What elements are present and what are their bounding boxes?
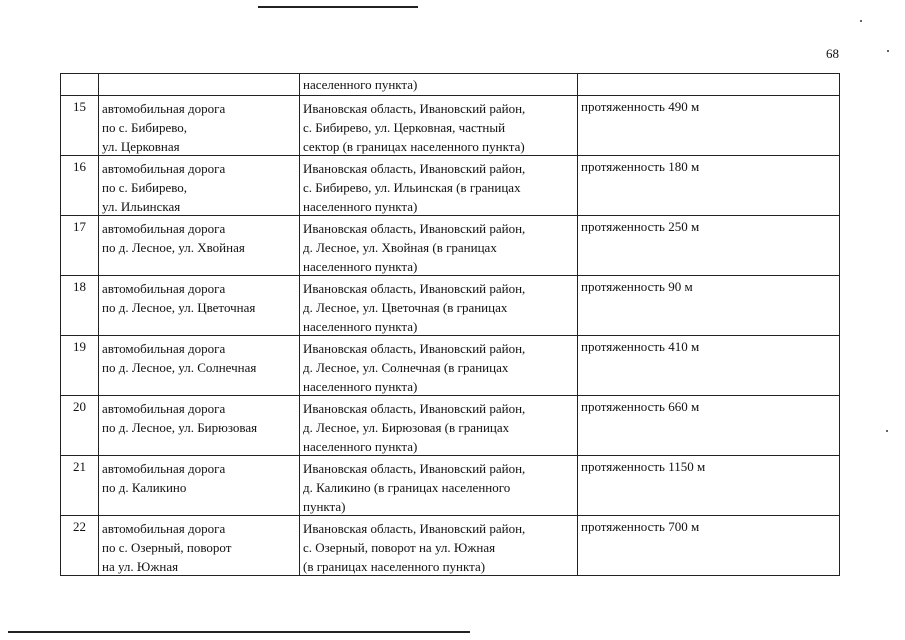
road-length: протяженность 1150 м xyxy=(581,459,706,474)
road-name xyxy=(102,396,299,436)
cell-name xyxy=(99,276,300,336)
cell-name xyxy=(99,516,300,576)
road-name xyxy=(102,336,299,376)
cell-characteristic xyxy=(578,156,840,216)
cell-name xyxy=(99,336,300,396)
location-line: д. Лесное, ул. Бирюзовая (в границах xyxy=(303,420,510,435)
table-row xyxy=(61,156,840,216)
road-name-line: автомобильная дорога xyxy=(102,401,226,416)
continuation-row xyxy=(61,74,840,96)
cell-location xyxy=(300,156,578,216)
road-name-line: по д. Лесное, ул. Цветочная xyxy=(102,300,256,315)
location-line: пункта) xyxy=(303,499,346,514)
cell-name xyxy=(99,74,300,96)
cell-num xyxy=(61,276,99,336)
road-length: протяженность 410 м xyxy=(581,339,700,354)
cell-name xyxy=(99,156,300,216)
road-name-line: на ул. Южная xyxy=(102,559,179,574)
cell-name xyxy=(99,216,300,276)
cell-name xyxy=(99,456,300,516)
cell-num xyxy=(61,216,99,276)
cell-num xyxy=(61,156,99,216)
location-line: Ивановская область, Ивановский район, xyxy=(303,461,526,476)
road-name-line: по д. Лесное, ул. Бирюзовая xyxy=(102,420,258,435)
cell-num xyxy=(61,74,99,96)
cell-location xyxy=(300,96,578,156)
location-line: населенного пункта) xyxy=(303,439,418,454)
road-name xyxy=(102,516,299,575)
road-name-line: по с. Озерный, поворот xyxy=(102,540,232,555)
cell-location xyxy=(300,336,578,396)
row-number: 20 xyxy=(73,399,86,414)
location-line: Ивановская область, Ивановский район, xyxy=(303,101,526,116)
road-name-line: по с. Бибирево, xyxy=(102,120,188,135)
location-line: сектор (в границах населенного пункта) xyxy=(303,139,525,154)
location-line: Ивановская область, Ивановский район, xyxy=(303,341,526,356)
cell-location xyxy=(300,516,578,576)
road-name xyxy=(102,276,299,316)
location-line: населенного пункта) xyxy=(303,199,418,214)
road-name-line: автомобильная дорога xyxy=(102,221,226,236)
road-length: протяженность 490 м xyxy=(581,99,700,114)
location-line: с. Бибирево, ул. Церковная, частный xyxy=(303,120,506,135)
location-line: д. Каликино (в границах населенного xyxy=(303,480,511,495)
scan-speck xyxy=(886,430,888,432)
road-length: протяженность 90 м xyxy=(581,279,693,294)
location-line: населенного пункта) xyxy=(303,259,418,274)
row-number: 19 xyxy=(73,339,86,354)
row-number: 18 xyxy=(73,279,86,294)
road-name-line: автомобильная дорога xyxy=(102,161,226,176)
cell-num xyxy=(61,396,99,456)
road-name-line: автомобильная дорога xyxy=(102,101,226,116)
location-line: д. Лесное, ул. Цветочная (в границах xyxy=(303,300,508,315)
cell-num xyxy=(61,516,99,576)
cell-characteristic xyxy=(578,276,840,336)
table-row xyxy=(61,216,840,276)
row-number: 15 xyxy=(73,99,86,114)
road-length: протяженность 180 м xyxy=(581,159,700,174)
road-name-line: ул. Ильинская xyxy=(102,199,181,214)
roads-table xyxy=(60,73,840,576)
road-location xyxy=(303,396,577,455)
cell-name xyxy=(99,396,300,456)
cell-num xyxy=(61,96,99,156)
road-name xyxy=(102,456,299,496)
location-line: д. Лесное, ул. Солнечная (в границах xyxy=(303,360,509,375)
road-name-line: по д. Лесное, ул. Солнечная xyxy=(102,360,257,375)
road-location xyxy=(303,516,577,575)
page-number: 68 xyxy=(826,46,839,61)
road-name-line: автомобильная дорога xyxy=(102,461,226,476)
cell-characteristic xyxy=(578,456,840,516)
cell-name xyxy=(99,96,300,156)
cell-characteristic xyxy=(578,74,840,96)
road-length: протяженность 700 м xyxy=(581,519,700,534)
table-row xyxy=(61,336,840,396)
cell-characteristic xyxy=(578,96,840,156)
location-line: д. Лесное, ул. Хвойная (в границах xyxy=(303,240,497,255)
road-name-line: по с. Бибирево, xyxy=(102,180,188,195)
scan-rule-top xyxy=(258,6,418,8)
scan-speck xyxy=(887,50,889,52)
road-length: протяженность 660 м xyxy=(581,399,700,414)
roads-table-body xyxy=(61,74,840,576)
row-number: 16 xyxy=(73,159,86,174)
cell-location xyxy=(300,456,578,516)
road-location xyxy=(303,456,577,515)
row-number: 21 xyxy=(73,459,86,474)
location-line: (в границах населенного пункта) xyxy=(303,559,486,574)
scan-speck xyxy=(860,20,862,22)
table-row xyxy=(61,276,840,336)
road-location xyxy=(303,216,577,275)
road-name xyxy=(102,156,299,215)
table-row xyxy=(61,396,840,456)
row-number: 22 xyxy=(73,519,86,534)
location-line: Ивановская область, Ивановский район, xyxy=(303,401,526,416)
road-location xyxy=(303,156,577,215)
row-number: 17 xyxy=(73,219,86,234)
location-line: Ивановская область, Ивановский район, xyxy=(303,221,526,236)
cell-location xyxy=(300,276,578,336)
cell-location xyxy=(300,396,578,456)
cell-num xyxy=(61,456,99,516)
cell-characteristic xyxy=(578,216,840,276)
road-location xyxy=(303,96,577,155)
location-line: с. Озерный, поворот на ул. Южная xyxy=(303,540,496,555)
cell-characteristic xyxy=(578,396,840,456)
location-line: Ивановская область, Ивановский район, xyxy=(303,161,526,176)
road-name xyxy=(102,96,299,155)
cell-num xyxy=(61,336,99,396)
location-line: населенного пункта) xyxy=(303,319,418,334)
table-row xyxy=(61,516,840,576)
road-name-line: по д. Лесное, ул. Хвойная xyxy=(102,240,245,255)
location-line: Ивановская область, Ивановский район, xyxy=(303,521,526,536)
location-line: Ивановская область, Ивановский район, xyxy=(303,281,526,296)
road-name-line: автомобильная дорога xyxy=(102,521,226,536)
location-line: с. Бибирево, ул. Ильинская (в границах xyxy=(303,180,521,195)
table-row xyxy=(61,456,840,516)
road-name-line: автомобильная дорога xyxy=(102,281,226,296)
cell-location xyxy=(300,74,578,96)
table-row xyxy=(61,96,840,156)
location-line: населенного пункта) xyxy=(303,77,418,92)
road-location xyxy=(303,276,577,335)
road-name-line: по д. Каликино xyxy=(102,480,187,495)
cell-characteristic xyxy=(578,336,840,396)
location-line: населенного пункта) xyxy=(303,379,418,394)
cell-characteristic xyxy=(578,516,840,576)
road-name-line: автомобильная дорога xyxy=(102,341,226,356)
scan-rule-bottom xyxy=(8,631,470,633)
road-location xyxy=(303,336,577,395)
cell-location xyxy=(300,216,578,276)
road-name xyxy=(102,216,299,256)
road-length: протяженность 250 м xyxy=(581,219,700,234)
road-name-line: ул. Церковная xyxy=(102,139,180,154)
